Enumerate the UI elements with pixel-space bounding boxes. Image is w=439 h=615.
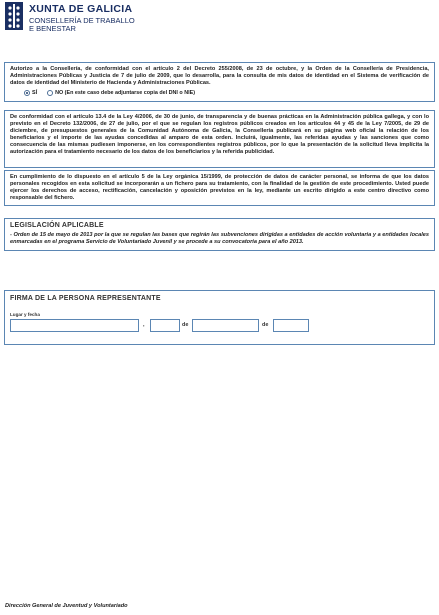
org-name: XUNTA DE GALICIA (29, 3, 133, 15)
signature-title: FIRMA DE LA PERSONA REPRESENTANTE (10, 295, 161, 302)
privacy-section (4, 170, 435, 206)
authorization-text: Autorizo a la Consellería, de conformidad con el artículo 2 del Decreto 255/2008, de 23 de octubre, y la Orden de la Consellería de Presidencia, Administraciones Públicas y Justicia de 7 de julio de 2009, que lo desarrolla, para la consulta de mis datos de identidad en el Sistema de verificación de datos de identidad del Ministerio de Hacienda y Administraciones Públicas. (10, 66, 429, 86)
option-yes-label: SÍ (32, 90, 38, 96)
option-no[interactable] (47, 90, 195, 96)
place-date-label: Lugar y fecha (10, 312, 40, 317)
option-yes[interactable] (24, 90, 37, 96)
option-no-label: NO (En este caso debe adjuntarse copia del DNI o NIE) (55, 90, 195, 96)
legislation-section (4, 218, 435, 251)
department-name-line2: E BENESTAR (29, 24, 76, 33)
year-input[interactable] (273, 319, 309, 332)
signature-section (4, 290, 435, 345)
privacy-text: En cumplimiento de lo dispuesto en el artículo 5 de la Ley orgánica 15/1999, de protección de datos de carácter personal, se informa de que los datos personales recogidos en esta solicitud se incorporarán a un fichero para su tratamiento, con la finalidad de la gestión de este procedimiento. Usted puede ejercer los derechos de acceso, rectificación, cancelación y oposición previstos en la ley, mediante un escrito dirigido a este centro directivo como responsable del fichero. (10, 174, 429, 201)
legislation-title: LEGISLACIÓN APLICABLE (10, 222, 104, 229)
legislation-text: - Orden de 15 de mayo de 2013 por la que se regulan las bases que regirán las subvenciones dirigidas a entidades de acción voluntaria y a entidades locales enmarcadas en el programa Servicio de Voluntariado Juvenil y se procede a su convocatoria para el año 2013. (10, 232, 429, 245)
authorization-section (4, 62, 435, 102)
comma-separator: , (143, 322, 145, 328)
month-input[interactable] (192, 319, 259, 332)
department-name-line1: CONSELLERÍA DE TRABALLO (29, 16, 135, 25)
transparency-text: De conformidad con el artículo 13.4 de la Ley 4/2006, de 30 de junio, de transparencia y de buenas prácticas en la Administración pública gallega, y con lo previsto en el Decreto 132/2006, de 27 de julio, por el que se regulan los registros públicos creados en los artículos 44 y 45 de la Ley 7/2005, de 29 de diciembre, de presupuestos generales de la Comunidad Autónoma de Galicia, la Consellería publicará en su página web oficial la relación de los beneficiarios y el importe de las ayudas concedidas al amparo de esta orden. Incluirá, igualmente, las referidas ayudas y las sanciones que como consecuencia de las mismas pudiesen imponerse, en los correspondientes registros públicos, por lo que la presentación de la solicitud lleva implícita la autorización para el tratamiento necesario de los datos de los beneficiarios y la referida publicidad. (10, 114, 429, 155)
footer-text: Dirección General de Juventud y Voluntariado (5, 603, 128, 609)
place-input[interactable] (10, 319, 139, 332)
authorization-options (10, 90, 429, 96)
de-label-2: de (262, 322, 269, 328)
xunta-logo (5, 2, 155, 32)
radio-yes[interactable] (24, 90, 30, 96)
transparency-section (4, 110, 435, 168)
radio-no[interactable] (47, 90, 53, 96)
xunta-emblem-icon (5, 2, 23, 30)
day-input[interactable] (150, 319, 180, 332)
de-label-1: de (182, 322, 189, 328)
